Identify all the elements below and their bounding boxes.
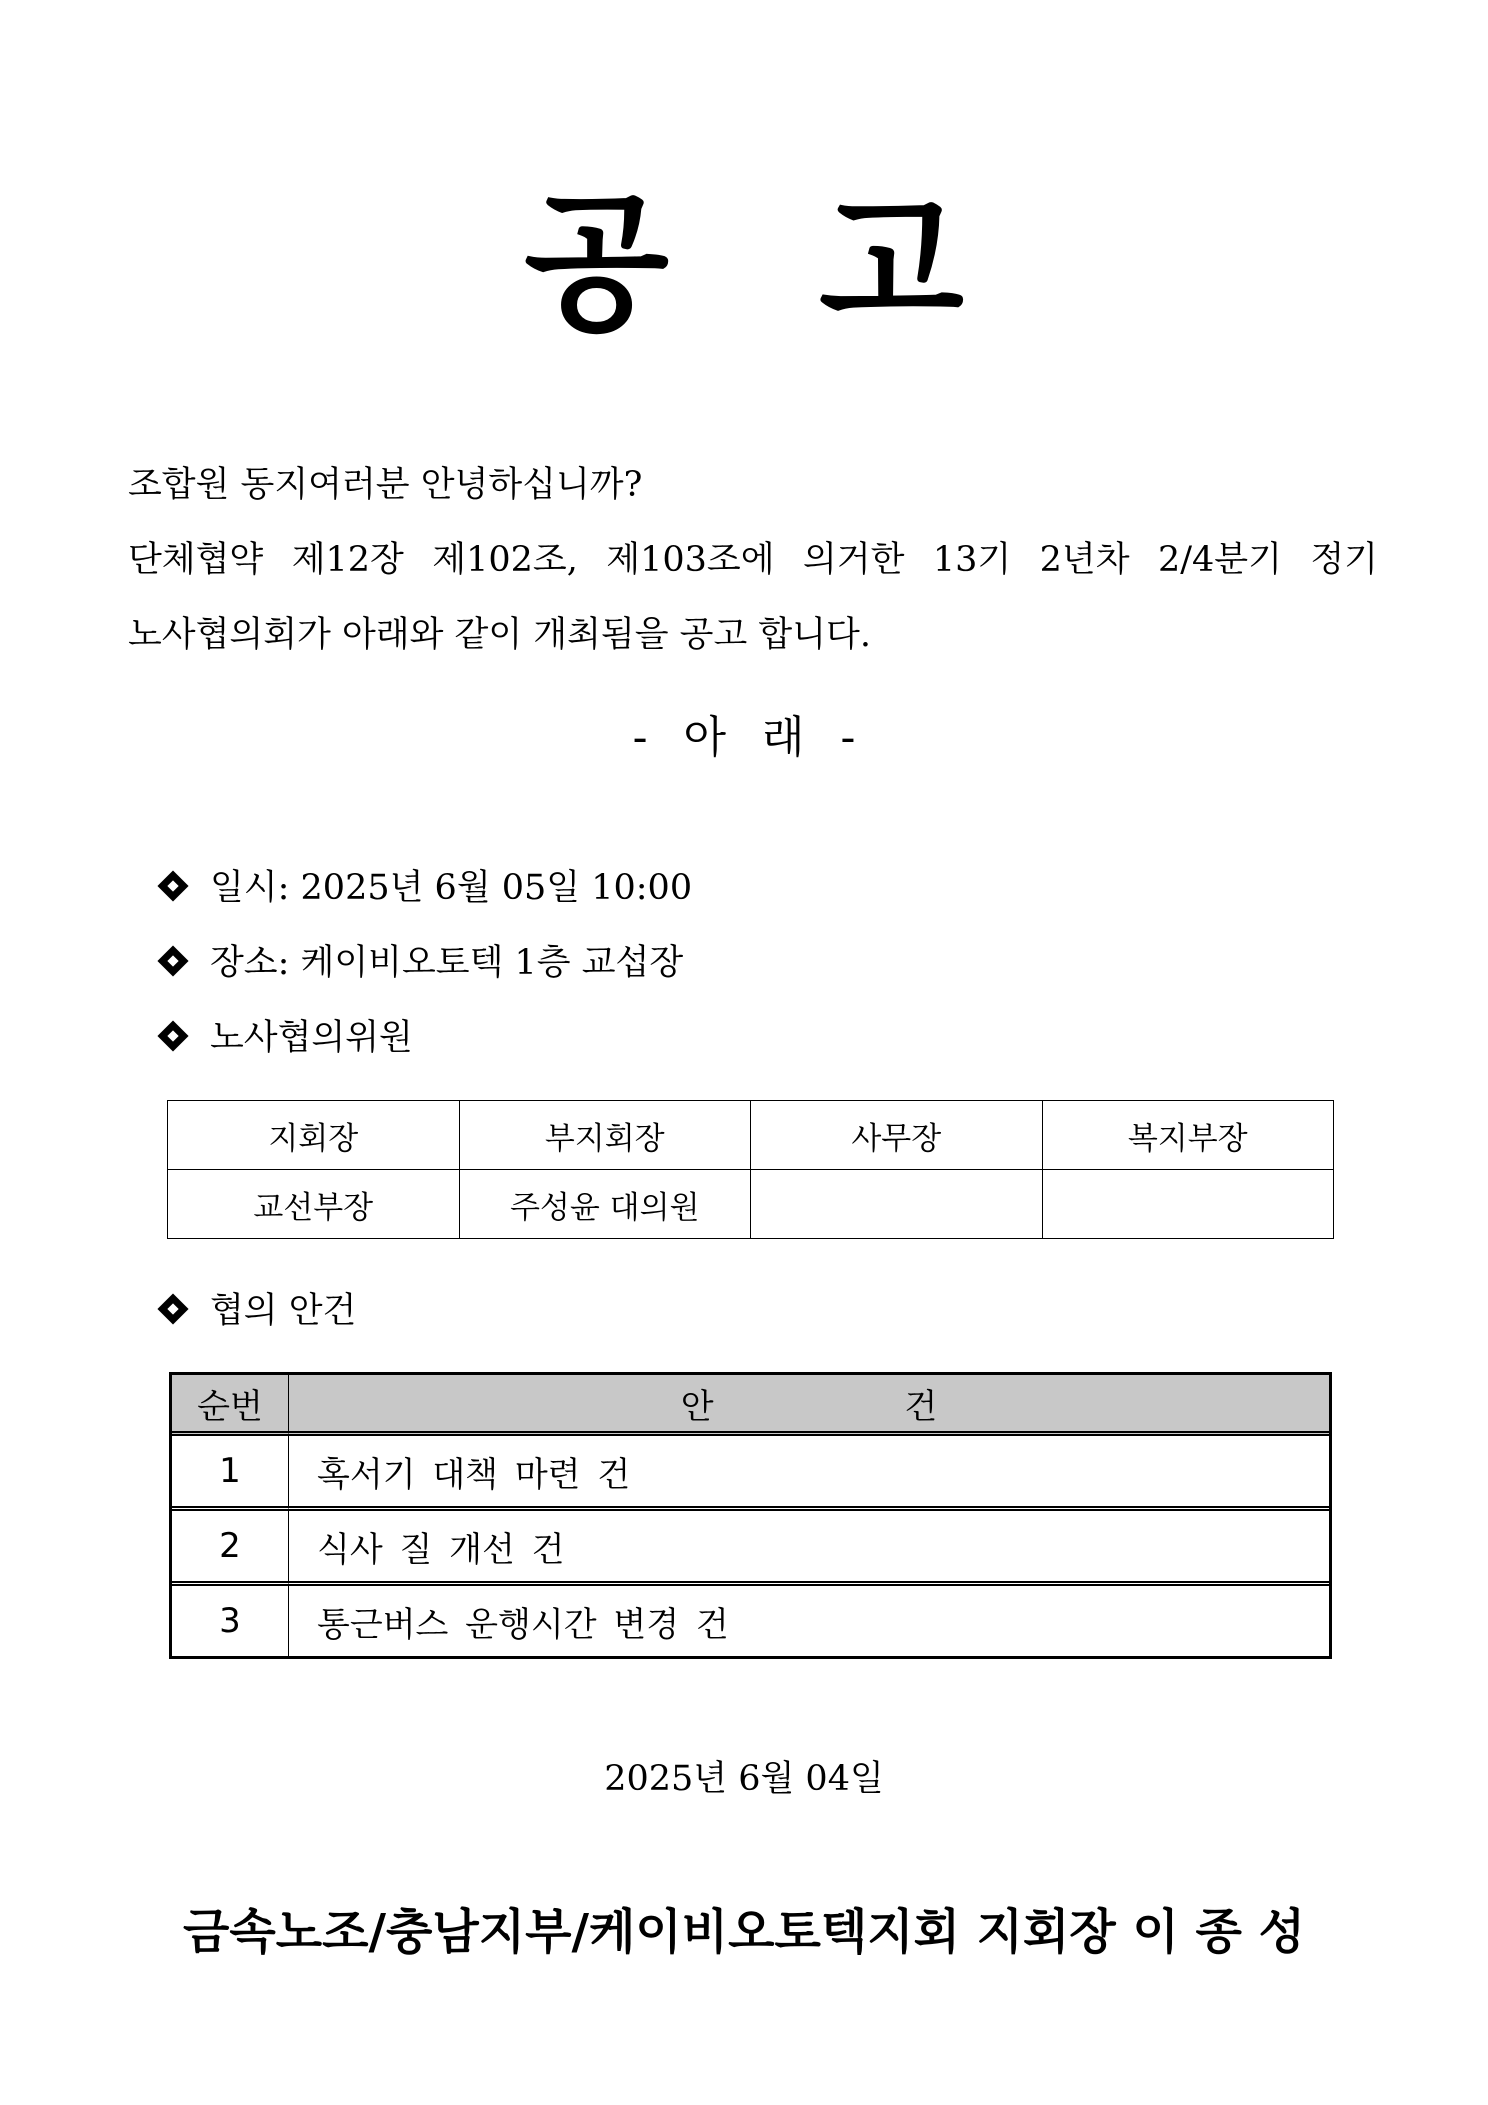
members-table: [167, 1100, 1334, 1239]
table-cell: 부지회장: [459, 1101, 751, 1170]
place-text: 장소: 케이비오토텍 1층 교섭장: [210, 943, 684, 983]
diamond-bullet-icon: [157, 1293, 188, 1324]
table-cell: 주성윤 대의원: [459, 1170, 751, 1239]
intro-line-1: 조합원 동지여러분 안녕하십니까?: [128, 465, 643, 505]
table-cell: 지회장: [168, 1101, 460, 1170]
agenda-text: 통근버스 운행시간 변경 건: [317, 1604, 729, 1645]
agenda-table: [169, 1372, 1332, 1659]
table-cell: [1042, 1170, 1334, 1239]
agenda-text: 혹서기 대책 마련 건: [289, 1436, 1329, 1511]
agenda-no: 1: [172, 1436, 289, 1511]
page-title: [0, 170, 1488, 360]
below-heading: - 아 래 -: [632, 712, 856, 763]
table-row: [172, 1586, 1329, 1656]
intro-line-2: 단체협약 제12장 제102조, 제103조에 의거한 13기 2년차 2/4분기 정기: [128, 540, 1378, 580]
diamond-bullet-icon: [157, 870, 188, 901]
intro-line-3: 노사협의회가 아래와 같이 개최됨을 공고 합니다.: [128, 615, 871, 655]
table-cell: 복지부장: [1042, 1101, 1334, 1170]
datetime-text: 일시: 2025년 6월 05일 10:00: [210, 868, 693, 908]
table-row: [172, 1511, 1329, 1586]
column-header-item: 안 건: [289, 1375, 1329, 1436]
table-row: [168, 1170, 1334, 1239]
table-row: [168, 1101, 1334, 1170]
agenda-text: 식사 질 개선 건: [289, 1511, 1329, 1586]
title-char-2: 고: [819, 178, 964, 352]
agenda-no: 2: [172, 1511, 289, 1586]
table-cell: 사무장: [751, 1101, 1043, 1170]
title-char-1: 공: [524, 178, 669, 352]
place-item: [160, 940, 683, 986]
diamond-bullet-icon: [157, 1020, 188, 1051]
agenda-item: [160, 1288, 356, 1334]
agenda-no: 3: [172, 1586, 289, 1656]
table-header-row: [172, 1375, 1329, 1436]
table-row: [172, 1436, 1329, 1511]
members-item: [160, 1015, 413, 1061]
signature: 금속노조/충남지부/케이비오토텍지회 지회장 이 종 성: [182, 1904, 1305, 1960]
agenda-label: 협의 안건: [210, 1291, 357, 1331]
table-cell: 교선부장: [168, 1170, 460, 1239]
diamond-bullet-icon: [157, 945, 188, 976]
intro-text: [128, 448, 1378, 673]
column-header-no: 순번: [172, 1375, 289, 1436]
notice-date: 2025년 6월 04일: [604, 1759, 884, 1799]
datetime-item: [160, 865, 692, 911]
members-label: 노사협의위원: [210, 1018, 413, 1058]
table-cell: [751, 1170, 1043, 1239]
